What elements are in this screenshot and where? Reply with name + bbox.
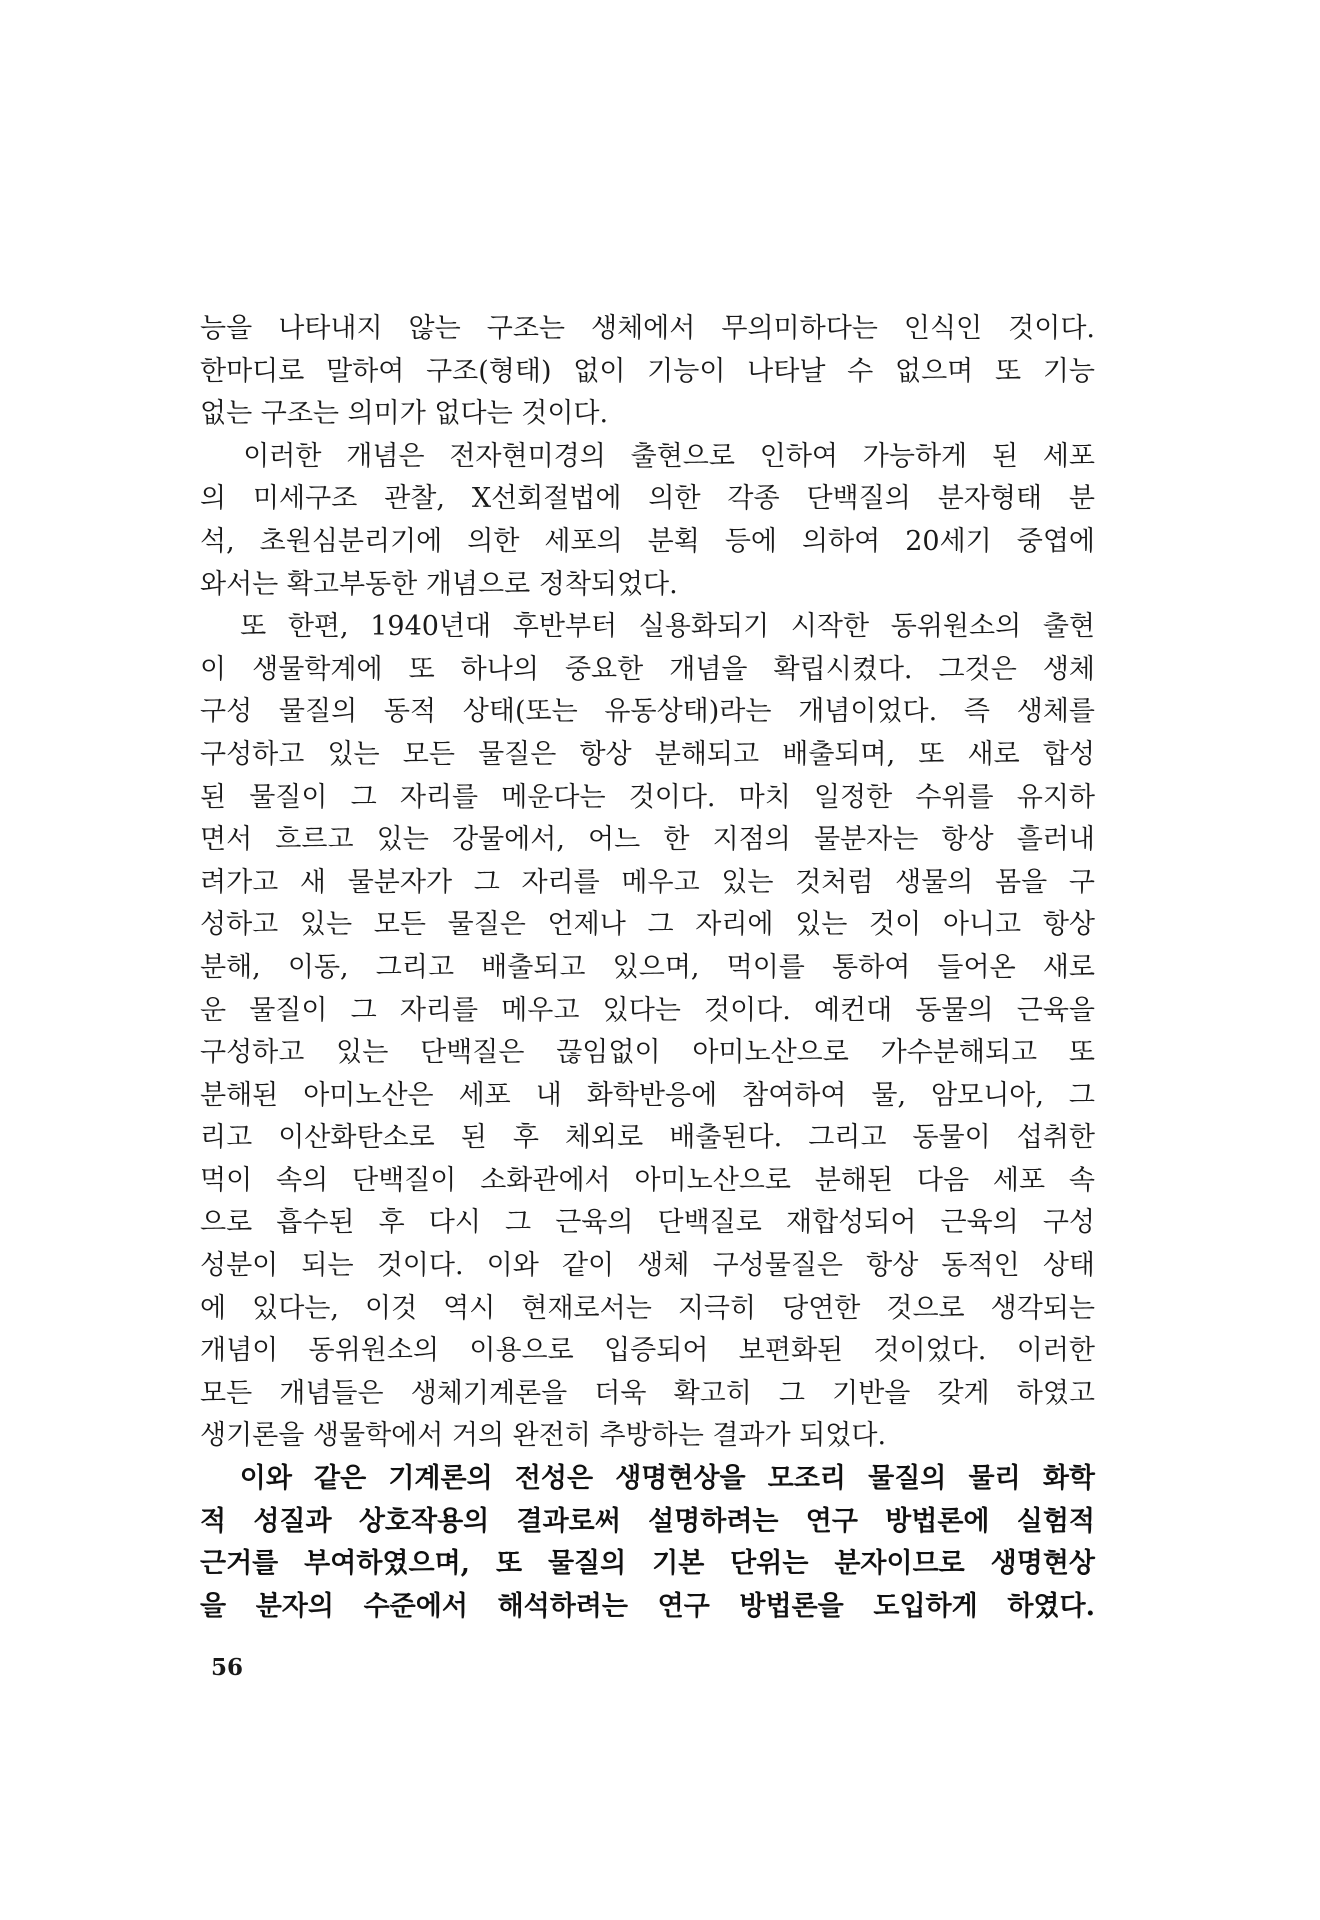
text-line: 려가고 새 물분자가 그 자리를 메우고 있는 것처럼 생물의 몸을 구: [200, 866, 1095, 898]
text-line: 생기론을 생물학에서 거의 완전히 추방하는 결과가 되었다.: [200, 1420, 887, 1452]
text-line: 된 물질이 그 자리를 메운다는 것이다. 마치 일정한 수위를 유지하: [200, 781, 1095, 813]
text-line: 리고 이산화탄소로 된 후 체외로 배출된다. 그리고 동물이 섭취한: [200, 1122, 1095, 1154]
text-line: 을 분자의 수준에서 해석하려는 연구 방법론을 도입하게 하였다.: [200, 1590, 1095, 1622]
body-text: [200, 308, 1095, 1628]
text-line: 이 생물학계에 또 하나의 중요한 개념을 확립시켰다. 그것은 생체: [200, 653, 1095, 685]
text-line: 운 물질이 그 자리를 메우고 있다는 것이다. 예컨대 동물의 근육을: [200, 994, 1095, 1026]
text-line: 분해, 이동, 그리고 배출되고 있으며, 먹이를 통하여 들어온 새로: [200, 951, 1095, 983]
text-line: 분해된 아미노산은 세포 내 화학반응에 참여하여 물, 암모니아, 그: [200, 1079, 1095, 1111]
text-line: 구성하고 있는 모든 물질은 항상 분해되고 배출되며, 또 새로 합성: [200, 738, 1095, 770]
text-line: 구성 물질의 동적 상태(또는 유동상태)라는 개념이었다. 즉 생체를: [200, 696, 1095, 728]
text-line: 또 한편, 1940년대 후반부터 실용화되기 시작한 동위원소의 출현: [200, 611, 1095, 643]
text-line: 적 성질과 상호작용의 결과로써 설명하려는 연구 방법론에 실험적: [200, 1505, 1095, 1537]
text-line: 성분이 되는 것이다. 이와 같이 생체 구성물질은 항상 동적인 상태: [200, 1250, 1095, 1282]
text-line: 면서 흐르고 있는 강물에서, 어느 한 지점의 물분자는 항상 흘러내: [200, 824, 1095, 856]
text-line: 능을 나타내지 않는 구조는 생체에서 무의미하다는 인식인 것이다.: [200, 313, 1095, 344]
text-line: 와서는 확고부동한 개념으로 정착되었다.: [200, 568, 678, 600]
text-line: 에 있다는, 이것 역시 현재로서는 지극히 당연한 것으로 생각되는: [200, 1292, 1095, 1324]
text-line: 석, 초원심분리기에 의한 세포의 분획 등에 의하여 20세기 중엽에: [200, 525, 1095, 557]
text-line: 의 미세구조 관찰, X선회절법에 의한 각종 단백질의 분자형태 분: [200, 483, 1095, 515]
text-line: 이와 같은 기계론의 전성은 생명현상을 모조리 물질의 물리 화학: [200, 1463, 1095, 1495]
text-line: 없는 구조는 의미가 없다는 것이다.: [200, 398, 609, 430]
page-number: 56: [211, 1654, 244, 1681]
text-line: 이러한 개념은 전자현미경의 출현으로 인하여 가능하게 된 세포: [200, 440, 1095, 472]
text-line: 근거를 부여하였으며, 또 물질의 기본 단위는 분자이므로 생명현상: [200, 1548, 1095, 1580]
text-line: 구성하고 있는 단백질은 끊임없이 아미노산으로 가수분해되고 또: [200, 1037, 1095, 1069]
text-line: 먹이 속의 단백질이 소화관에서 아미노산으로 분해된 다음 세포 속: [200, 1164, 1095, 1196]
text-line: 성하고 있는 모든 물질은 언제나 그 자리에 있는 것이 아니고 항상: [200, 909, 1095, 941]
text-line: 모든 개념들은 생체기계론을 더욱 확고히 그 기반을 갖게 하였고: [200, 1377, 1095, 1409]
text-line: 한마디로 말하여 구조(형태) 없이 기능이 나타날 수 없으며 또 기능: [200, 355, 1095, 387]
text-line: 개념이 동위원소의 이용으로 입증되어 보편화된 것이었다. 이러한: [200, 1335, 1095, 1367]
text-line: 으로 흡수된 후 다시 그 근육의 단백질로 재합성되어 근육의 구성: [200, 1207, 1095, 1239]
